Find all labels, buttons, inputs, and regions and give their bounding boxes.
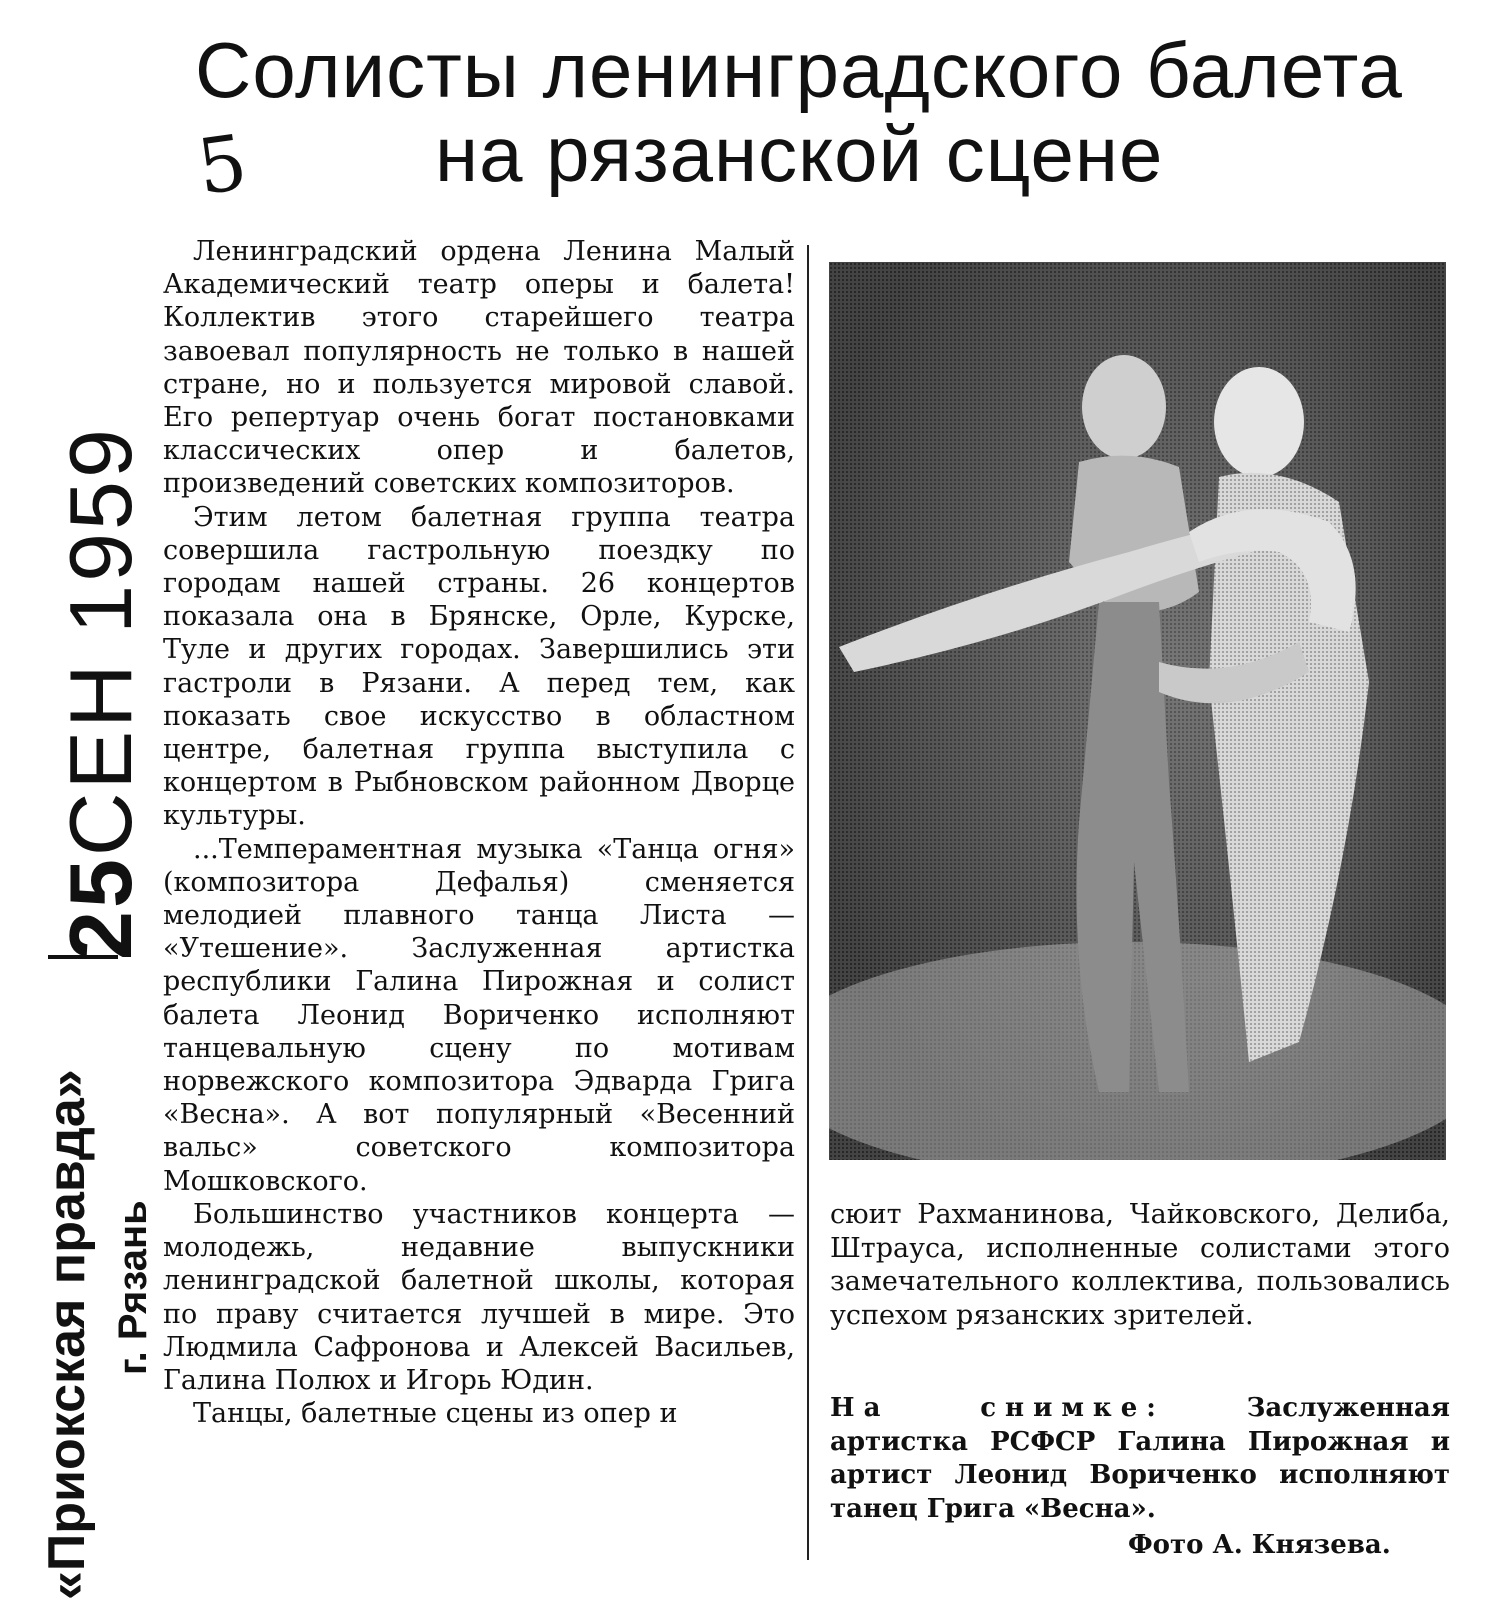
article-paragraph: Танцы, балетные сцены из опер и — [193, 1398, 678, 1430]
headline-line-1: Солисты ленинградского балета — [195, 26, 1403, 114]
article-paragraph: Ленинградский ордена Ленина Малый Академический театр оперы и балета! Коллектив этого старейшего театра завоевал популярность не только в нашей стране, но и пользуется мировой славой. Его репертуар очень богат постановками классических опер и балетов, произведений советских композиторов. — [163, 236, 795, 500]
archive-date-stamp — [51, 426, 150, 960]
photo-credit: Фото А. Князева. — [1128, 1530, 1391, 1560]
article-right-column — [830, 1198, 1450, 1332]
article-paragraph: сюит Рахманинова, Чайковского, Делиба, Штрауса, исполненные солистами этого замечательного коллектива, пользовались успехом рязанских зрителей. — [830, 1199, 1450, 1331]
stamp-day: 25 — [51, 856, 150, 960]
ballet-photo — [829, 262, 1446, 1160]
ballet-photo-illustration — [829, 262, 1446, 1160]
article-left-column — [163, 235, 795, 1430]
handwritten-page-number: 5 — [192, 117, 253, 212]
caption-lead: На снимке: — [830, 1393, 1165, 1423]
archive-city-stamp: г. Рязань — [111, 1200, 155, 1375]
column-divider — [807, 245, 809, 1560]
caption-text: Заслуженная артистка РСФСР Галина Пирожная и артист Леонид Вориченко исполняют танец Грига «Весна». — [830, 1393, 1450, 1524]
article-paragraph: Большинство участников концерта — молодежь, недавние выпускники ленинградской балетной школы, которая по праву считается лучшей в мире. Это Людмила Сафронова и Алексей Васильев, Галина Полюх и Игорь Юдин. — [163, 1198, 795, 1396]
article-headline — [195, 28, 1435, 196]
archive-source-stamp: «Приокская правда» — [38, 1069, 96, 1600]
photo-caption — [830, 1392, 1450, 1526]
article-paragraph: Этим летом балетная группа театра совершила гастрольную поездку по городам нашей страны. 26 концертов показала она в Брянске, Орле, Курске, Туле и других городах. Завершились эти гастроли в Рязани. А перед тем, как показать свое искусство в областном центре, балетная группа выступила с концертом в Рыбновском районном Дворце культуры. — [163, 501, 795, 832]
article-paragraph: ...Темпераментная музыка «Танца огня» (композитора Дефалья) сменяется мелодией плавного танца Листа — «Утешение». Заслуженная артистка республики Галина Пирожная и солист балета Леонид Вориченко исполняют танцевальную сцену по мотивам норвежского композитора Эдварда Грига «Весна». А вот популярный «Весенний вальс» советского композитора Мошковского. — [163, 833, 795, 1197]
headline-line-2: на рязанской сцене — [435, 110, 1164, 198]
stamp-month-year: СЕН 1959 — [51, 426, 150, 857]
